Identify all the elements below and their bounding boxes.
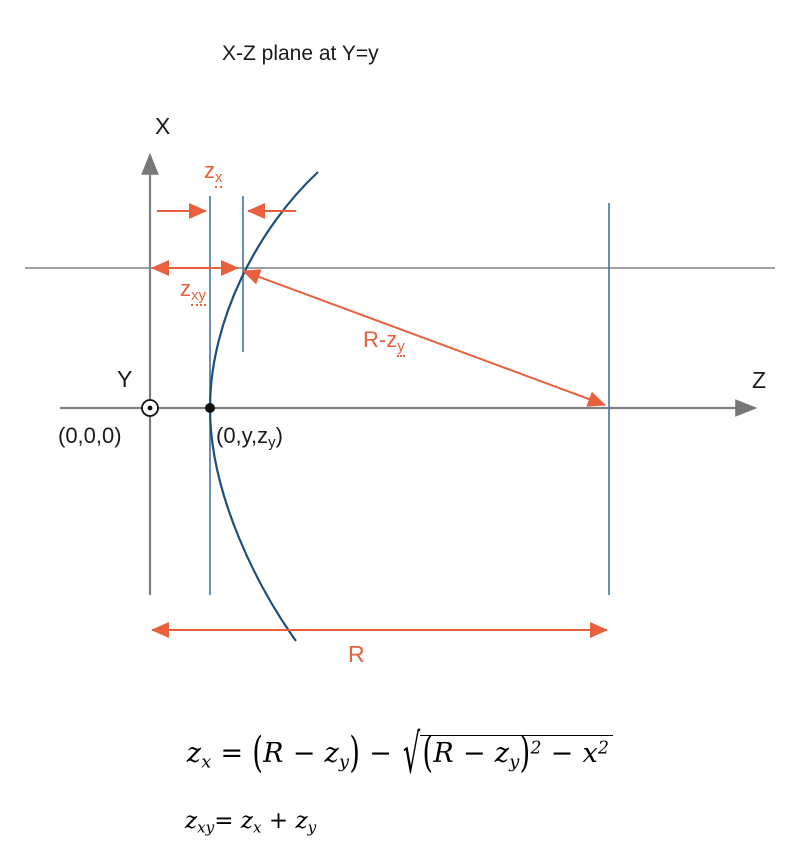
formula-rad-minus2: − xyxy=(550,738,574,769)
diagram-title: X-Z plane at Y=y xyxy=(222,42,379,65)
y-axis-out-of-plane-icon xyxy=(142,400,158,416)
formula-second-plus: + xyxy=(268,808,289,834)
axis-label-y: Y xyxy=(117,366,133,392)
formula-rad-x-power: 2 xyxy=(598,738,610,759)
formula-rad-b: z xyxy=(494,738,510,769)
r-minus-zy-subscript: y xyxy=(397,338,405,356)
formula-term1-b-sub: y xyxy=(339,751,350,773)
formula-radicand xyxy=(420,729,614,778)
formula-term1-b: z xyxy=(324,738,340,769)
formula-second-rhs-b-sub: y xyxy=(307,818,317,837)
formula-second-rhs-b: z xyxy=(295,808,308,834)
formula-main-equals: = xyxy=(220,738,244,769)
formula-rad-open-paren: ( xyxy=(422,729,434,778)
formula-rad-x: x xyxy=(582,738,598,769)
formula-main xyxy=(186,724,614,787)
formula-second-rhs-a-sub: x xyxy=(252,818,262,837)
formula-second-lhs-sub: xy xyxy=(197,818,215,837)
zx-label-text: z xyxy=(204,158,215,183)
origin-coordinate-label: (0,0,0) xyxy=(58,423,122,448)
formula-term1-open-paren: ( xyxy=(252,729,264,778)
formula-rad-power: 2 xyxy=(530,738,542,759)
formula-main-lhs-sub: x xyxy=(201,751,212,773)
surface-coordinate-subscript: y xyxy=(268,434,276,452)
formula-term1-close-paren: ) xyxy=(349,729,361,778)
zxy-label-subscript: xy xyxy=(191,287,206,305)
formula-second-lhs: z xyxy=(185,808,198,834)
formula-rad-close-paren: ) xyxy=(519,729,531,778)
zx-label xyxy=(204,158,222,186)
formula-block xyxy=(0,724,800,787)
surface-curve xyxy=(210,172,318,641)
zxy-label-text: z xyxy=(180,276,191,301)
formula-main-lhs: z xyxy=(186,738,202,769)
sqrt-icon: √ xyxy=(402,724,421,787)
axis-label-z: Z xyxy=(752,367,767,393)
formula-rad-minus: − xyxy=(462,738,486,769)
surface-coordinate-text: (0,y,z xyxy=(216,423,269,448)
r-minus-zy-label xyxy=(363,327,405,355)
surface-coordinate-paren: ) xyxy=(275,423,283,448)
r-minus-zy-arrow xyxy=(243,271,605,405)
formula-term1-minus: − xyxy=(292,738,316,769)
formula-second xyxy=(185,808,316,837)
formula-second-rhs-a: z xyxy=(240,808,253,834)
axis-label-x: X xyxy=(155,113,171,139)
surface-coordinate-label xyxy=(216,423,283,451)
r-minus-zy-text: R-z xyxy=(363,327,398,352)
surface-point-marker xyxy=(205,403,215,413)
formula-sqrt xyxy=(401,724,613,787)
formula-main-minus: − xyxy=(369,738,393,769)
formula-second-equals: = xyxy=(214,808,234,834)
formula-rad-b-sub: y xyxy=(509,751,520,773)
radius-label: R xyxy=(348,641,365,667)
zx-label-subscript: x xyxy=(215,169,223,187)
formula-term1-a: R xyxy=(263,738,284,769)
formula-rad-a: R xyxy=(433,738,454,769)
zxy-label xyxy=(180,276,206,304)
